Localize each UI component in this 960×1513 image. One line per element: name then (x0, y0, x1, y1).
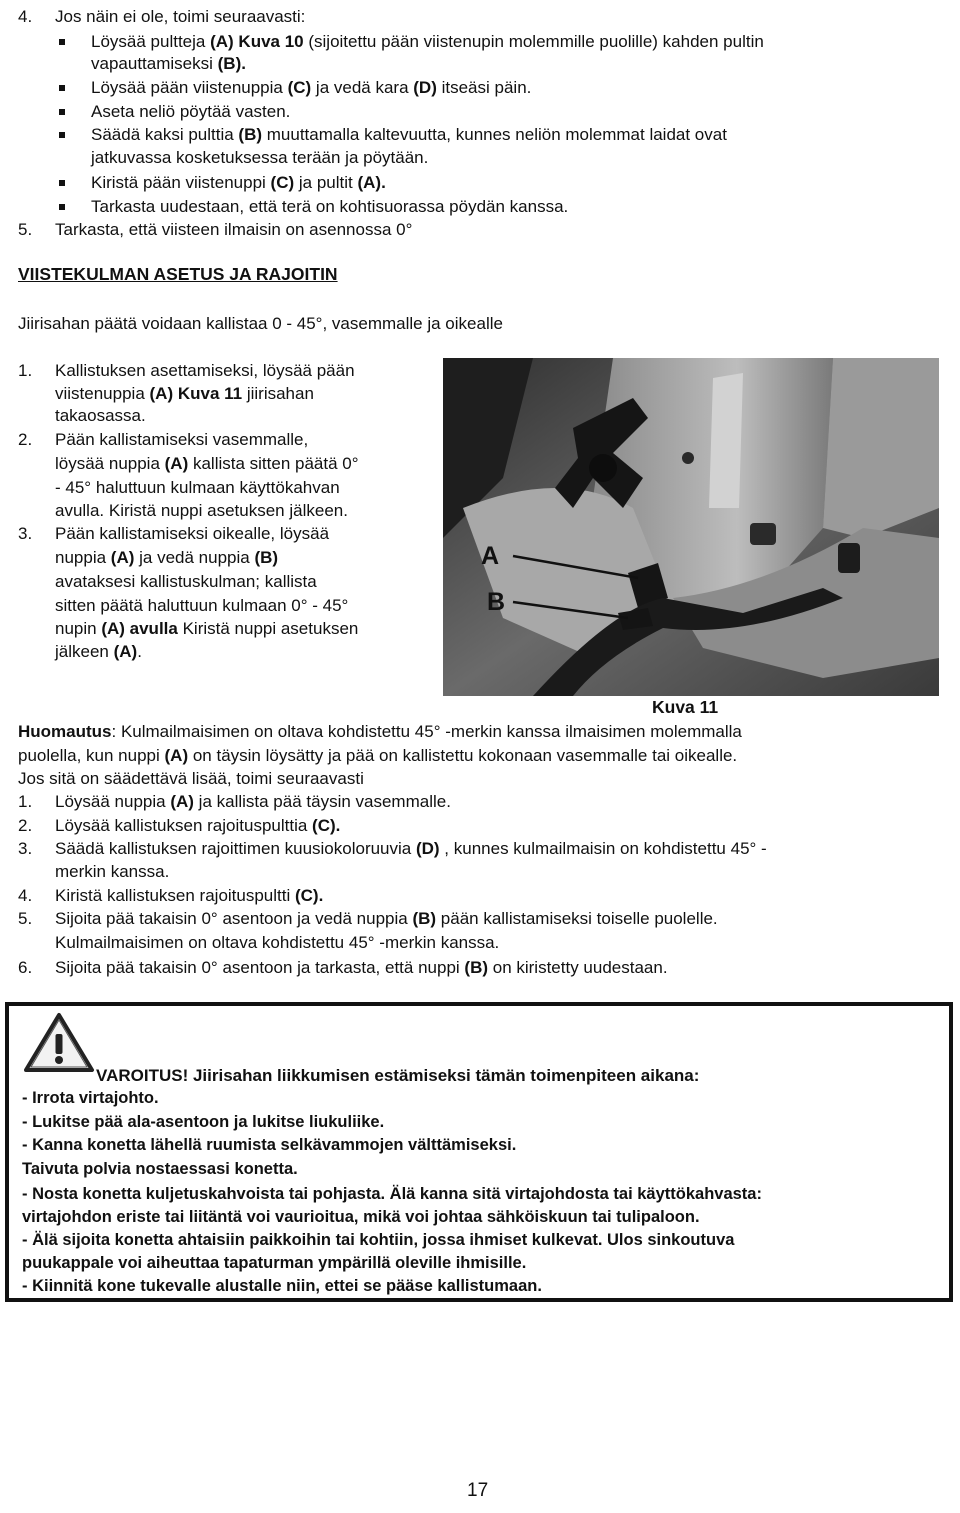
section-4-item-4: Säädä kaksi pulttia (B) muuttamalla kaltevuutta, kunnes neliön molemmat laidat ovat (91, 125, 727, 144)
warning-line: virtajohdon eriste tai liitäntä voi vaurioitua, mikä voi johtaa sähköiskuun tai tulipaloon. (22, 1208, 700, 1226)
warning-line: - Nosta konetta kuljetuskahvoista tai pohjasta. Älä kanna sitä virtajohdosta tai käyttökahvasta: (22, 1185, 762, 1203)
adjust-step-3: Säädä kallistuksen rajoittimen kuusiokoloruuvia (D) , kunnes kulmailmaisin on kohdistettu 45° - (55, 839, 767, 858)
miter-saw-illustration (443, 358, 939, 696)
warning-box (5, 1002, 953, 1302)
section-heading: VIISTEKULMAN ASETUS JA RAJOITIN (18, 264, 338, 284)
step-2-line: löysää nuppia (A) kallista sitten päätä 0° (55, 454, 359, 473)
adjust-step-number: 1. (18, 792, 33, 811)
section-4-item-1-cont: vapauttamiseksi (B). (91, 54, 246, 73)
section-4-item-3: Aseta neliö pöytää vasten. (91, 102, 291, 121)
adjust-step-number: 4. (18, 886, 33, 905)
figure-label-b: B (487, 588, 506, 616)
intro-text: Jiirisahan päätä voidaan kallistaa 0 - 45°, vasemmalle ja oikealle (18, 314, 503, 333)
adjust-step-number: 6. (18, 958, 33, 977)
section-4-number: 4. (18, 7, 33, 26)
step-3-line: nuppia (A) ja vedä nuppia (B) (55, 548, 279, 567)
step-2-line: Pään kallistamiseksi vasemmalle, (55, 430, 309, 449)
bullet-icon (59, 132, 65, 138)
section-4-item-1: Löysää pultteja (A) Kuva 10 (sijoitettu pään viistenupin molemmille puolille) kahden pultin (91, 32, 764, 51)
section-4-item-6: Tarkasta uudestaan, että terä on kohtisuorassa pöydän kanssa. (91, 197, 569, 216)
warning-line: - Kiinnitä kone tukevalle alustalle niin, ettei se pääse kallistumaan. (22, 1277, 542, 1295)
warning-line: - Kanna konetta lähellä ruumista selkävammojen välttämiseksi. (22, 1136, 517, 1154)
bullet-icon (59, 85, 65, 91)
bullet-icon (59, 204, 65, 210)
step-2-line: avulla. Kiristä nuppi asetuksen jälkeen. (55, 501, 348, 520)
adjust-step-number: 5. (18, 909, 33, 928)
section-5-text: Tarkasta, että viisteen ilmaisin on asennossa 0° (55, 220, 413, 239)
step-1-number: 1. (18, 361, 33, 380)
step-3-number: 3. (18, 524, 33, 543)
note-line: Jos sitä on säädettävä lisää, toimi seuraavasti (18, 769, 364, 788)
step-2-line: - 45° haluttuun kulmaan käyttökahvan (55, 478, 340, 497)
section-4-intro: Jos näin ei ole, toimi seuraavasti: (55, 7, 306, 26)
warning-line: - Irrota virtajohto. (22, 1089, 159, 1107)
section-5-number: 5. (18, 220, 33, 239)
adjust-step-3-cont: merkin kanssa. (55, 862, 170, 881)
figure-caption: Kuva 11 (652, 697, 719, 717)
warning-line: Taivuta polvia nostaessasi konetta. (22, 1160, 298, 1178)
step-1-line: takaosassa. (55, 406, 146, 425)
bullet-icon (59, 109, 65, 115)
section-4-item-4-cont: jatkuvassa kosketuksessa terään ja pöytään. (91, 148, 429, 167)
adjust-step-4: Kiristä kallistuksen rajoituspultti (C). (55, 886, 324, 905)
step-3-line: jälkeen (A). (55, 642, 142, 661)
page-number: 17 (467, 1480, 489, 1501)
warning-line: - Lukitse pää ala-asentoon ja lukitse liukuliike. (22, 1113, 385, 1131)
miter-saw-photo (443, 358, 939, 696)
note-line: puolella, kun nuppi (A) on täysin löysätty ja pää on kallistettu kokonaan vasemmalle tai oikealle. (18, 746, 738, 765)
step-1-line: viistenuppia (A) Kuva 11 jiirisahan (55, 384, 314, 403)
section-4-item-5: Kiristä pään viistenuppi (C) ja pultit (A). (91, 173, 386, 192)
adjust-step-number: 3. (18, 839, 33, 858)
warning-title: VAROITUS! Jiirisahan liikkumisen estämiseksi tämän toimenpiteen aikana: (96, 1066, 700, 1085)
adjust-step-1: Löysää nuppia (A) ja kallista pää täysin vasemmalle. (55, 792, 451, 811)
adjust-step-6: Sijoita pää takaisin 0° asentoon ja tarkasta, että nuppi (B) on kiristetty uudestaan. (55, 958, 668, 977)
adjust-step-5-cont: Kulmailmaisimen on oltava kohdistettu 45° -merkin kanssa. (55, 933, 500, 952)
step-1-line: Kallistuksen asettamiseksi, löysää pään (55, 361, 355, 380)
warning-line: - Älä sijoita konetta ahtaisiin paikkoihin tai kohtiin, jossa ihmiset kulkevat. Ulos sinkoutuva (22, 1231, 735, 1249)
adjust-step-number: 2. (18, 816, 33, 835)
step-3-line: nupin (A) avulla Kiristä nuppi asetuksen (55, 619, 359, 638)
warning-line: puukappale voi aiheuttaa tapaturman ympärillä oleville ihmisille. (22, 1254, 527, 1272)
figure-label-a: A (481, 542, 500, 570)
step-2-number: 2. (18, 430, 33, 449)
warning-triangle-icon (23, 1012, 95, 1074)
step-3-line: Pään kallistamiseksi oikealle, löysää (55, 524, 330, 543)
adjust-step-5: Sijoita pää takaisin 0° asentoon ja vedä nuppia (B) pään kallistamiseksi toiselle puolelle. (55, 909, 718, 928)
step-3-line: avataksesi kallistuskulman; kallista (55, 572, 317, 591)
note-line: Huomautus: Kulmailmaisimen on oltava kohdistettu 45° -merkin kanssa ilmaisimen molemmalla (18, 722, 742, 741)
bullet-icon (59, 180, 65, 186)
adjust-step-2: Löysää kallistuksen rajoituspulttia (C). (55, 816, 341, 835)
step-3-line: sitten päätä haluttuun kulmaan 0° - 45° (55, 596, 349, 615)
bullet-icon (59, 39, 65, 45)
section-4-item-2: Löysää pään viistenuppia (C) ja vedä kara (D) itseäsi päin. (91, 78, 532, 97)
